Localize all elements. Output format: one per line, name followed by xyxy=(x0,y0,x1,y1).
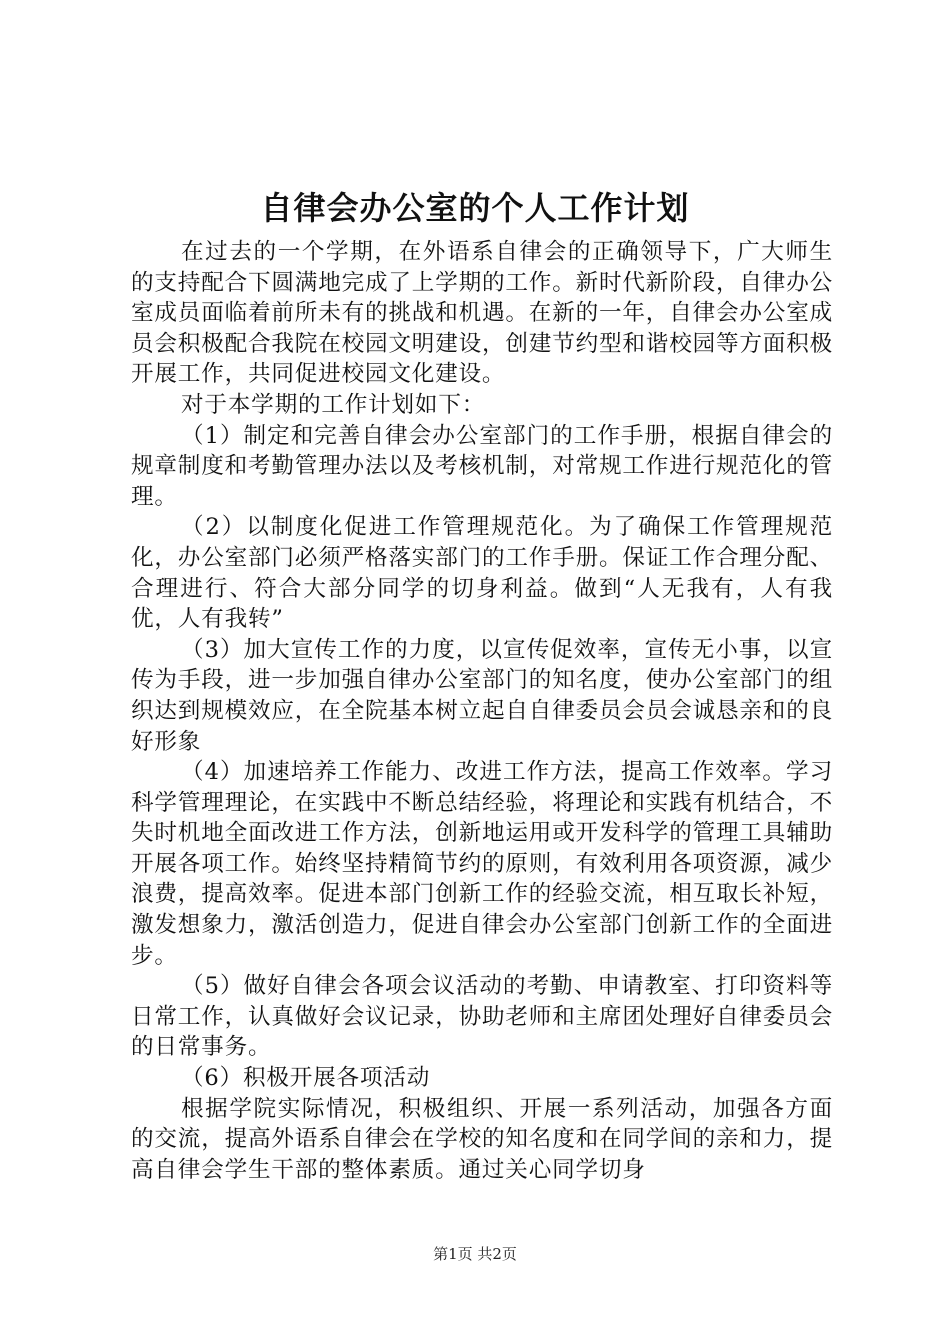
page-number-footer: 第1页 共2页 xyxy=(433,1245,517,1263)
intro-paragraph: 在过去的一个学期，在外语系自律会的正确领导下，广大师生的支持配合下圆满地完成了上学期的工作。新时代新阶段，自律办公室成员面临着前所未有的挑战和机遇。在新的一年，自律会办公室成员会积极配合我院在校园文明建设，创建节约型和谐校园等方面积极开展工作，共同促进校园文化建设。 xyxy=(131,239,833,388)
document-title: 自律会办公室的个人工作计划 xyxy=(260,189,690,227)
plan-lead-paragraph: 对于本学期的工作计划如下： xyxy=(181,391,486,418)
document-body xyxy=(131,237,833,1185)
activity-paragraph: 根据学院实际情况，积极组织、开展一系列活动，加强各方面的交流，提高外语系自律会在学校的知名度和在同学间的亲和力，提高自律会学生干部的整体素质。通过关心同学切身 xyxy=(131,1095,833,1183)
plan-item-6: （6）积极开展各项活动 xyxy=(181,1065,431,1092)
plan-item-2: （2）以制度化促进工作管理规范化。为了确保工作管理规范化，办公室部门必须严格落实部门的工作手册。保证工作合理分配、合理进行、符合大部分同学的切身利益。做到“人无我有，人有我优，人有我转” xyxy=(131,514,833,633)
plan-item-5: （5）做好自律会各项会议活动的考勤、申请教室、打印资料等日常工作，认真做好会议记录，协助老师和主席团处理好自律委员会的日常事务。 xyxy=(131,973,833,1061)
plan-item-4: （4）加速培养工作能力、改进工作方法，提高工作效率。学习科学管理理论，在实践中不断总结经验，将理论和实践有机结合，不失时机地全面改进工作方法，创新地运用或开发科学的管理工具辅助开展各项工作。始终坚持精简节约的原则，有效利用各项资源，减少浪费，提高效率。促进本部门创新工作的经验交流，相互取长补短，激发想象力，激活创造力，促进自律会办公室部门创新工作的全面进步。 xyxy=(131,759,833,969)
plan-item-3: （3）加大宣传工作的力度，以宣传促效率，宣传无小事，以宣传为手段，进一步加强自律办公室部门的知名度，使办公室部门的组织达到规模效应，在全院基本树立起自自律委员会员会诚恳亲和的良好形象 xyxy=(131,636,833,755)
plan-item-1: （1）制定和完善自律会办公室部门的工作手册，根据自律会的规章制度和考勤管理办法以及考核机制，对常规工作进行规范化的管理。 xyxy=(131,422,833,510)
